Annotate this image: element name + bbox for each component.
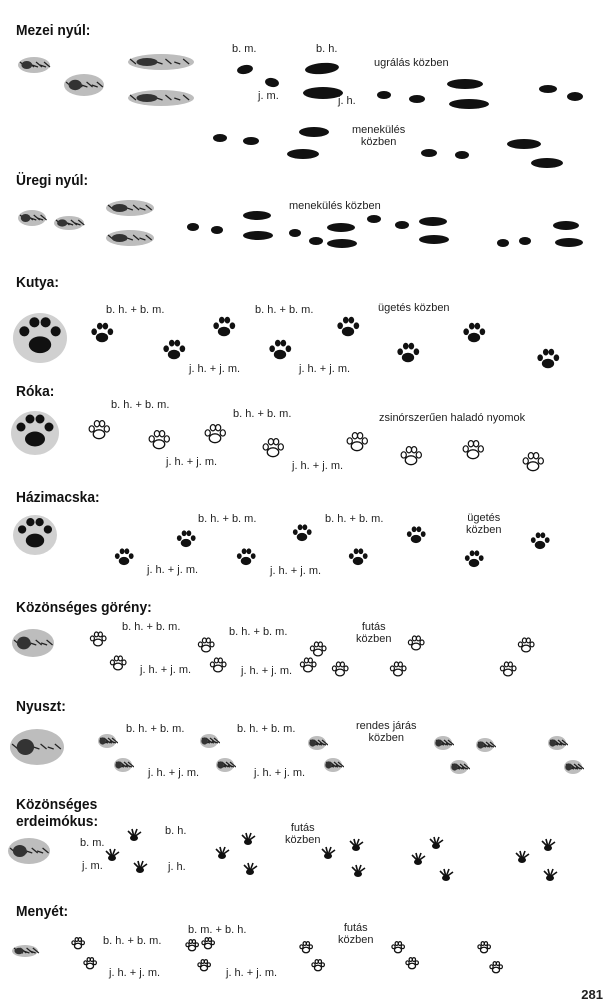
section-title: Kutya:: [16, 274, 59, 291]
footprint-mark: [416, 232, 452, 247]
footprint-mark: [210, 131, 230, 145]
footprint-mark: [306, 234, 326, 248]
track-label: j. h. + j. m.: [254, 767, 306, 779]
claw-print: [214, 846, 230, 862]
paw-print: [488, 960, 504, 976]
paw-print: [290, 522, 314, 546]
track-label: b. h.: [165, 825, 187, 837]
paw-print: [460, 438, 486, 464]
page-number: 281: [581, 987, 603, 1002]
footprint-sketch: [126, 52, 196, 72]
footprint-mark: [528, 155, 566, 171]
section-title: Közönséges erdeimókus:: [16, 796, 99, 830]
footprint-sketch: [52, 214, 86, 232]
claw-print: [542, 868, 558, 884]
footprint-mark: [240, 208, 274, 223]
paw-print: [516, 636, 536, 656]
paw-study: [12, 310, 68, 366]
paw-print: [330, 660, 350, 680]
claw-print: [438, 868, 454, 884]
claw-print: [350, 864, 366, 880]
section-title: Üregi nyúl:: [16, 172, 89, 189]
claw-print: [348, 838, 364, 854]
claw-print: [104, 848, 120, 864]
paw-print: [184, 938, 200, 954]
paw-print: [476, 940, 492, 956]
footprint-sketch: [432, 734, 454, 752]
track-label: b. h. + b. m.: [229, 626, 288, 638]
footprint-mark: [374, 88, 394, 102]
claw-print: [540, 838, 556, 854]
footprint-sketch: [8, 727, 66, 767]
footprint-sketch: [104, 228, 156, 248]
track-label: j. h. + j. m.: [270, 565, 322, 577]
footprint-mark: [296, 124, 332, 140]
track-label: b. h.: [316, 43, 338, 55]
track-label: b. m.: [80, 837, 105, 849]
paw-print: [460, 320, 488, 348]
paw-print: [404, 524, 428, 548]
paw-study: [12, 512, 58, 558]
paw-print: [404, 956, 420, 972]
footprint-mark: [208, 223, 226, 237]
track-label: ügetés közben: [378, 302, 450, 314]
footprint-mark: [536, 82, 560, 96]
paw-print: [196, 958, 212, 974]
footprint-mark: [262, 75, 282, 90]
paw-print: [196, 636, 216, 656]
claw-print: [320, 846, 336, 862]
footprint-sketch: [546, 734, 568, 752]
footprint-sketch: [62, 72, 106, 98]
footprint-sketch: [474, 736, 496, 754]
footprint-mark: [504, 136, 544, 152]
footprint-mark: [300, 84, 346, 102]
track-label: b. h. + b. m.: [106, 304, 165, 316]
footprint-mark: [406, 92, 428, 106]
footprint-sketch: [198, 732, 220, 750]
paw-print: [260, 436, 286, 462]
track-label: menekülés közben: [289, 200, 381, 212]
paw-print: [70, 936, 86, 952]
track-label: j. m.: [82, 860, 103, 872]
footprint-mark: [184, 220, 202, 234]
track-label: j. h. + j. m.: [109, 967, 161, 979]
paw-print: [344, 430, 370, 456]
track-label: j. h. + j. m.: [226, 967, 278, 979]
section-title: Közönséges görény:: [16, 599, 152, 616]
footprint-sketch: [16, 55, 52, 75]
paw-print: [308, 640, 328, 660]
paw-print: [86, 418, 112, 444]
claw-print: [132, 860, 148, 876]
track-label: b. h. + b. m.: [198, 513, 257, 525]
track-label: futás közben: [338, 922, 374, 946]
track-label: j. h. + j. m.: [166, 456, 218, 468]
footprint-mark: [234, 62, 256, 77]
track-label: j. h. + j. m.: [147, 564, 199, 576]
paw-print: [88, 320, 116, 348]
track-label: b. h. + b. m.: [126, 723, 185, 735]
footprint-sketch: [104, 198, 156, 218]
claw-print: [428, 836, 444, 852]
track-label: j. h. + j. m.: [148, 767, 200, 779]
paw-print: [112, 546, 136, 570]
footprint-sketch: [448, 758, 470, 776]
track-label: j. h. + j. m.: [189, 363, 241, 375]
footprint-sketch: [306, 734, 328, 752]
track-label: b. h. + b. m.: [233, 408, 292, 420]
footprint-mark: [324, 236, 360, 251]
footprint-mark: [444, 76, 486, 92]
footprint-mark: [446, 96, 492, 112]
paw-print: [346, 546, 370, 570]
footprint-mark: [324, 220, 358, 235]
track-label: j. m.: [258, 90, 279, 102]
footprint-mark: [452, 148, 472, 162]
paw-print: [160, 337, 188, 365]
paw-print: [174, 528, 198, 552]
paw-print: [520, 450, 546, 476]
paw-print: [146, 428, 172, 454]
track-label: b. m.: [232, 43, 257, 55]
paw-print: [394, 340, 422, 368]
track-label: futás közben: [285, 822, 321, 846]
track-label: j. h.: [338, 95, 356, 107]
footprint-mark: [552, 235, 586, 250]
footprint-sketch: [6, 836, 52, 866]
footprint-mark: [416, 214, 450, 229]
footprint-sketch: [562, 758, 584, 776]
paw-print: [208, 656, 228, 676]
footprint-sketch: [126, 88, 196, 108]
section-title: Róka:: [16, 383, 55, 400]
claw-print: [410, 852, 426, 868]
section-title: Mezei nyúl:: [16, 22, 91, 39]
paw-print: [398, 444, 424, 470]
footprint-sketch: [322, 756, 344, 774]
footprint-mark: [364, 212, 384, 226]
footprint-sketch: [96, 732, 118, 750]
footprint-sketch: [10, 627, 56, 659]
paw-print: [406, 634, 426, 654]
paw-print: [210, 314, 238, 342]
track-label: futás közben: [356, 621, 392, 645]
footprint-mark: [494, 236, 512, 250]
footprint-sketch: [16, 208, 48, 228]
paw-print: [108, 654, 128, 674]
paw-print: [266, 337, 294, 365]
paw-print: [310, 958, 326, 974]
footprint-mark: [240, 134, 262, 148]
section-title: Nyuszt:: [16, 698, 66, 715]
track-label: j. h. + j. m.: [140, 664, 192, 676]
footprint-mark: [240, 228, 276, 243]
footprint-mark: [418, 146, 440, 160]
track-label: b. h. + b. m.: [237, 723, 296, 735]
track-label: rendes járás közben: [356, 720, 417, 744]
footprint-mark: [286, 226, 304, 240]
paw-print: [88, 630, 108, 650]
track-label: b. h. + b. m.: [325, 513, 384, 525]
track-label: b. h. + b. m.: [103, 935, 162, 947]
footprint-mark: [564, 89, 586, 104]
paw-print: [534, 346, 562, 374]
paw-print: [202, 422, 228, 448]
paw-print: [528, 530, 552, 554]
track-label: ugrálás közben: [374, 57, 449, 69]
track-label: j. h.: [168, 861, 186, 873]
footprint-mark: [550, 218, 582, 233]
track-label: b. m. + b. h.: [188, 924, 247, 936]
section-title: Házimacska:: [16, 489, 100, 506]
footprint-sketch: [112, 756, 134, 774]
paw-print: [200, 936, 216, 952]
footprint-mark: [392, 218, 412, 232]
claw-print: [242, 862, 258, 878]
paw-print: [234, 546, 258, 570]
track-label: b. h. + b. m.: [255, 304, 314, 316]
paw-print: [498, 660, 518, 680]
track-label: b. h. + b. m.: [111, 399, 170, 411]
paw-print: [298, 940, 314, 956]
paw-print: [390, 940, 406, 956]
track-label: ügetés közben: [466, 512, 502, 536]
claw-print: [126, 828, 142, 844]
track-label: b. h. + b. m.: [122, 621, 181, 633]
footprint-sketch: [214, 756, 236, 774]
section-title: Menyét:: [16, 903, 69, 920]
paw-study: [10, 408, 60, 458]
track-label: menekülés közben: [352, 124, 406, 148]
paw-print: [82, 956, 98, 972]
footprint-mark: [302, 60, 342, 77]
track-label: j. h. + j. m.: [299, 363, 351, 375]
claw-print: [240, 832, 256, 848]
footprint-sketch: [10, 943, 40, 959]
claw-print: [514, 850, 530, 866]
track-label: j. h. + j. m.: [292, 460, 344, 472]
footprint-mark: [284, 146, 322, 162]
footprint-mark: [516, 234, 534, 248]
track-label: j. h. + j. m.: [241, 665, 293, 677]
paw-print: [388, 660, 408, 680]
paw-print: [462, 548, 486, 572]
track-label: zsinórszerűen haladó nyomok: [379, 412, 526, 424]
paw-print: [334, 314, 362, 342]
